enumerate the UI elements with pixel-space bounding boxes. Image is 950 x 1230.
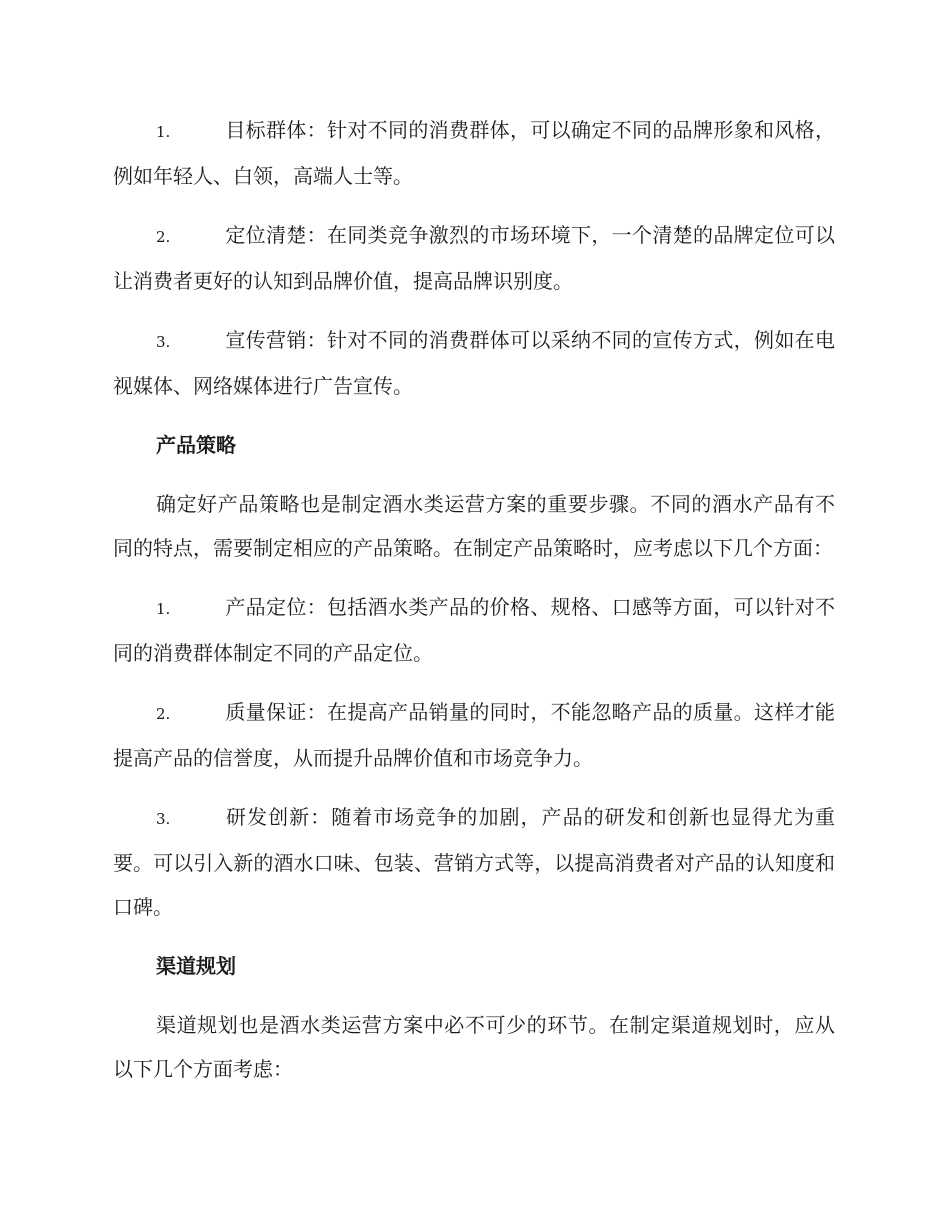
list-text: 目标群体：针对不同的消费群体，可以确定不同的品牌形象和风格，例如年轻人、白领，高端人士等。 [113,118,835,188]
list-text: 研发创新：随着市场竞争的加剧，产品的研发和创新也显得尤为重要。可以引入新的酒水口味、包装、营销方式等，以提高消费者对产品的认知度和口碑。 [113,805,835,919]
document-page [113,108,835,1106]
list-number: 1. [156,123,171,141]
list-item [113,318,835,408]
list-item [113,690,835,780]
list-text: 定位清楚：在同类竞争激烈的市场环境下，一个清楚的品牌定位可以让消费者更好的认知到品牌价值，提高品牌识别度。 [113,223,835,293]
list-number: 2. [156,705,171,723]
list-number: 2. [156,228,171,246]
section-intro-paragraph: 渠道规划也是酒水类运营方案中必不可少的环节。在制定渠道规划时，应从以下几个方面考虑： [113,1013,835,1081]
section-heading-product-strategy: 产品策略 [156,433,236,457]
list-number: 3. [156,810,171,828]
list-text: 产品定位：包括酒水类产品的价格、规格、口感等方面，可以针对不同的消费群体制定不同的产品定位。 [113,595,835,665]
list-number: 1. [156,600,171,618]
list-number: 3. [156,333,171,351]
section-intro-paragraph: 确定好产品策略也是制定酒水类运营方案的重要步骤。不同的酒水产品有不同的特点，需要制定相应的产品策略。在制定产品策略时，应考虑以下几个方面： [113,492,835,560]
list-item [113,795,835,929]
list-item [113,108,835,198]
section-heading-channel-planning: 渠道规划 [156,954,236,978]
list-text: 宣传营销：针对不同的消费群体可以采纳不同的宣传方式，例如在电视媒体、网络媒体进行广告宣传。 [113,328,835,398]
list-item [113,585,835,675]
list-text: 质量保证：在提高产品销量的同时，不能忽略产品的质量。这样才能提高产品的信誉度，从而提升品牌价值和市场竞争力。 [113,700,835,770]
list-item [113,213,835,303]
